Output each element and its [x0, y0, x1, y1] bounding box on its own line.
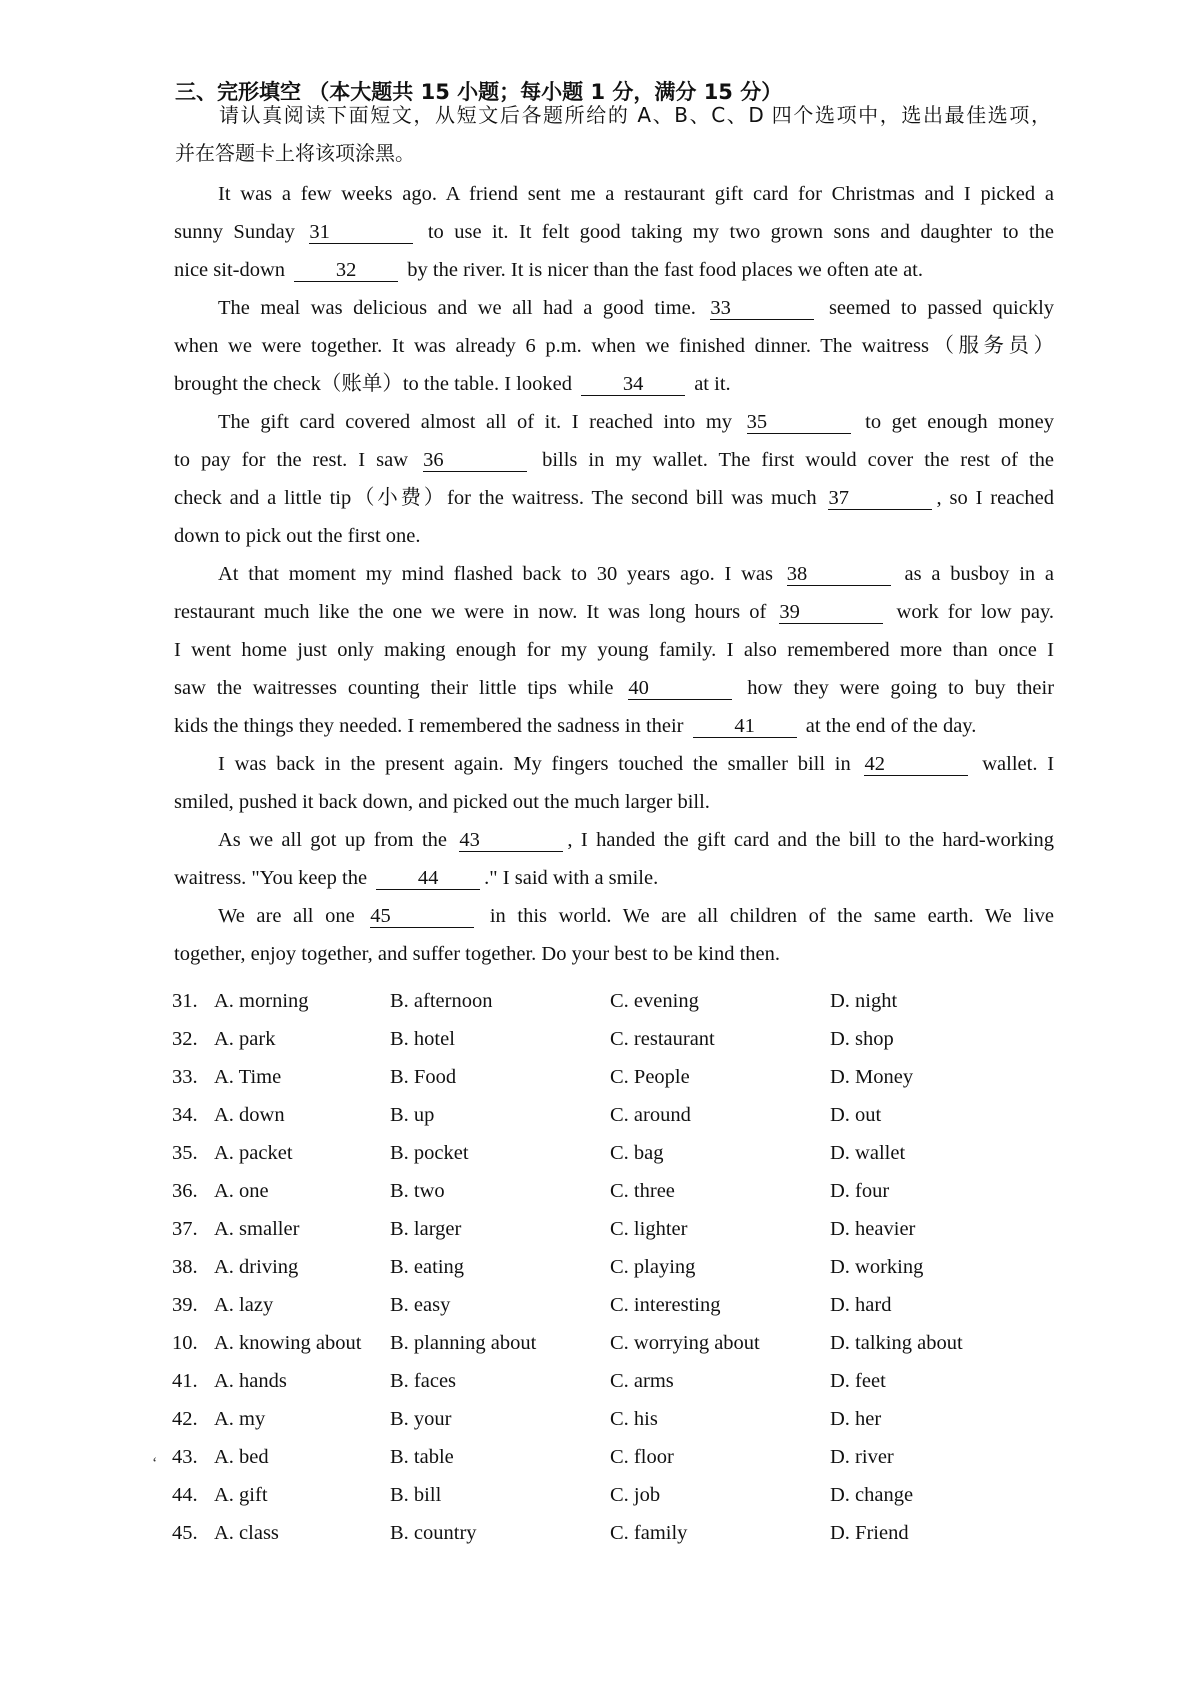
- option-c: C. around: [610, 1104, 691, 1126]
- question-row: [172, 1400, 1072, 1438]
- option-d: D. river: [830, 1446, 894, 1468]
- passage-line: [174, 745, 1054, 783]
- blank-43: 43: [459, 829, 563, 852]
- question-row: [172, 1362, 1072, 1400]
- passage-line: [174, 935, 1054, 973]
- question-number: 34.: [172, 1104, 198, 1126]
- blank-32: 32: [294, 259, 398, 282]
- passage-text: We are all one: [218, 905, 355, 927]
- passage-text: nice sit-down: [174, 259, 286, 281]
- question-number: 41.: [172, 1370, 198, 1392]
- passage-text: work for low pay.: [896, 601, 1055, 623]
- passage-line: [174, 859, 1054, 897]
- option-c: C. job: [610, 1484, 661, 1506]
- passage-line: [174, 593, 1054, 631]
- passage-line: [174, 517, 1054, 555]
- passage-line: [174, 783, 1054, 821]
- option-d: D. Friend: [830, 1522, 909, 1544]
- question-row: [172, 1058, 1072, 1096]
- passage-text: seemed to passed quickly: [828, 297, 1055, 319]
- passage-text: together, enjoy together, and suffer together. Do your best to be kind then.: [174, 943, 780, 965]
- option-b: B. up: [390, 1104, 435, 1126]
- option-a: A. class: [214, 1522, 279, 1544]
- option-b: B. your: [390, 1408, 452, 1430]
- cloze-passage: [174, 175, 1054, 973]
- option-c: C. floor: [610, 1446, 674, 1468]
- passage-text: It was a few weeks ago. A friend sent me a restaurant gift card for Christmas and I picked a: [218, 183, 1054, 205]
- passage-text: down to pick out the first one.: [174, 525, 421, 547]
- option-d: D. change: [830, 1484, 914, 1506]
- question-row: [172, 1096, 1072, 1134]
- passage-text: to get enough money: [865, 411, 1054, 433]
- option-c: C. People: [610, 1066, 690, 1088]
- blank-44: 44: [376, 867, 480, 890]
- question-number: 38.: [172, 1256, 198, 1278]
- passage-text: smiled, pushed it back down, and picked out the much larger bill.: [174, 791, 710, 813]
- option-d: D. heavier: [830, 1218, 916, 1240]
- option-b: B. faces: [390, 1370, 457, 1392]
- option-c: C. evening: [610, 990, 699, 1012]
- passage-line: [174, 479, 1054, 517]
- option-c: C. bag: [610, 1142, 664, 1164]
- option-a: A. driving: [214, 1256, 299, 1278]
- blank-36: 36: [423, 449, 527, 472]
- question-number: 42.: [172, 1408, 198, 1430]
- passage-text: restaurant much like the one we were in now. It was long hours of: [174, 601, 767, 623]
- passage-text: in this world. We are all children of the same earth. We live: [489, 905, 1055, 927]
- option-b: B. Food: [390, 1066, 457, 1088]
- scan-mark: ‘: [152, 1455, 158, 1472]
- passage-text: As we all got up from the: [218, 829, 448, 851]
- passage-text: wallet. I: [982, 753, 1055, 775]
- option-a: A. smaller: [214, 1218, 300, 1240]
- section-heading: 三、完形填空 （本大题共 15 小题；每小题 1 分，满分 15 分）: [175, 80, 783, 104]
- option-a: A. knowing about: [214, 1332, 362, 1354]
- question-row: [172, 1324, 1072, 1362]
- question-number: 44.: [172, 1484, 198, 1506]
- option-d: D. Money: [830, 1066, 914, 1088]
- option-d: D. night: [830, 990, 898, 1012]
- option-d: D. talking about: [830, 1332, 963, 1354]
- question-row: [172, 982, 1072, 1020]
- passage-text: bills in my wallet. The first would cover the rest of the: [542, 449, 1055, 471]
- question-number: 39.: [172, 1294, 198, 1316]
- passage-line: [174, 555, 1054, 593]
- passage-line: [174, 365, 1054, 403]
- option-b: B. bill: [390, 1484, 442, 1506]
- question-row: [172, 1172, 1072, 1210]
- question-row: [172, 1210, 1072, 1248]
- option-c: C. playing: [610, 1256, 696, 1278]
- option-a: A. packet: [214, 1142, 293, 1164]
- blank-40: 40: [628, 677, 732, 700]
- option-c: C. arms: [610, 1370, 674, 1392]
- option-c: C. his: [610, 1408, 658, 1430]
- passage-text: to pay for the rest. I saw: [174, 449, 409, 471]
- option-b: B. two: [390, 1180, 445, 1202]
- blank-33: 33: [710, 297, 814, 320]
- blank-35: 35: [747, 411, 851, 434]
- option-b: B. afternoon: [390, 990, 493, 1012]
- passage-text: by the river. It is nicer than the fast food places we often ate at.: [407, 259, 924, 281]
- option-a: A. my: [214, 1408, 266, 1430]
- passage-line: [174, 327, 1054, 365]
- passage-line: [174, 175, 1054, 213]
- option-a: A. park: [214, 1028, 276, 1050]
- blank-37: 37: [828, 487, 932, 510]
- answer-options: [172, 982, 1072, 1552]
- question-row: [172, 1286, 1072, 1324]
- option-a: A. Time: [214, 1066, 282, 1088]
- option-d: D. her: [830, 1408, 882, 1430]
- question-number: 37.: [172, 1218, 198, 1240]
- passage-text: when we were together. It was already 6 p.m. when we finished dinner. The waitress（服务员）: [174, 335, 1054, 357]
- option-c: C. interesting: [610, 1294, 721, 1316]
- passage-line: [174, 441, 1054, 479]
- passage-text: The gift card covered almost all of it. I reached into my: [218, 411, 733, 433]
- blank-45: 45: [370, 905, 474, 928]
- question-number: 33.: [172, 1066, 198, 1088]
- passage-text: kids the things they needed. I remembered the sadness in their: [174, 715, 684, 737]
- option-d: D. hard: [830, 1294, 892, 1316]
- blank-31: 31: [309, 221, 413, 244]
- option-b: B. eating: [390, 1256, 465, 1278]
- question-row: [172, 1134, 1072, 1172]
- instructions-line-1: 请认真阅读下面短文，从短文后各题所给的 A、B、C、D 四个选项中，选出最佳选项，: [219, 103, 1051, 127]
- option-b: B. larger: [390, 1218, 462, 1240]
- option-a: A. lazy: [214, 1294, 274, 1316]
- option-c: C. lighter: [610, 1218, 688, 1240]
- passage-text: at the end of the day.: [805, 715, 977, 737]
- passage-text: I went home just only making enough for my young family. I also remembered more than once I: [174, 639, 1054, 661]
- option-d: D. working: [830, 1256, 924, 1278]
- passage-text: saw the waitresses counting their little tips while: [174, 677, 614, 699]
- option-c: C. restaurant: [610, 1028, 715, 1050]
- passage-line: [174, 403, 1054, 441]
- question-number: 10.: [172, 1332, 198, 1354]
- passage-text: waitress. "You keep the: [174, 867, 368, 889]
- passage-line: [174, 821, 1054, 859]
- passage-line: [174, 707, 1054, 745]
- option-d: D. four: [830, 1180, 890, 1202]
- question-number: 31.: [172, 990, 198, 1012]
- option-a: A. one: [214, 1180, 269, 1202]
- passage-text: at it.: [694, 373, 731, 395]
- option-a: A. hands: [214, 1370, 287, 1392]
- passage-line: [174, 669, 1054, 707]
- option-b: B. hotel: [390, 1028, 455, 1050]
- blank-42: 42: [864, 753, 968, 776]
- passage-text: brought the check（账单）to the table. I looked: [174, 373, 572, 395]
- passage-line: [174, 289, 1054, 327]
- option-b: B. easy: [390, 1294, 451, 1316]
- option-c: C. family: [610, 1522, 688, 1544]
- question-number: 36.: [172, 1180, 198, 1202]
- option-c: C. worrying about: [610, 1332, 760, 1354]
- option-b: B. country: [390, 1522, 477, 1544]
- question-row: [172, 1476, 1072, 1514]
- option-a: A. morning: [214, 990, 309, 1012]
- passage-line: [174, 251, 1054, 289]
- passage-line: [174, 631, 1054, 669]
- passage-text: sunny Sunday: [174, 221, 295, 243]
- passage-text: I was back in the present again. My fingers touched the smaller bill in: [218, 753, 851, 775]
- question-number: 32.: [172, 1028, 198, 1050]
- blank-39: 39: [779, 601, 883, 624]
- passage-text: how they were going to buy their: [747, 677, 1055, 699]
- option-d: D. out: [830, 1104, 882, 1126]
- passage-text: ." I said with a smile.: [484, 867, 659, 889]
- blank-38: 38: [787, 563, 891, 586]
- option-b: B. table: [390, 1446, 454, 1468]
- passage-text: as a busboy in a: [904, 563, 1055, 585]
- blank-34: 34: [581, 373, 685, 396]
- question-row: [172, 1514, 1072, 1552]
- passage-text: The meal was delicious and we all had a good time.: [218, 297, 696, 319]
- passage-text: At that moment my mind flashed back to 30 years ago. I was: [218, 563, 773, 585]
- option-a: A. gift: [214, 1484, 268, 1506]
- question-number: 35.: [172, 1142, 198, 1164]
- question-number: 43.: [172, 1446, 198, 1468]
- option-a: A. down: [214, 1104, 285, 1126]
- instructions-line-2: 并在答题卡上将该项涂黑。: [175, 141, 415, 165]
- option-a: A. bed: [214, 1446, 269, 1468]
- instructions: [175, 96, 1051, 172]
- option-b: B. planning about: [390, 1332, 537, 1354]
- question-row: [172, 1248, 1072, 1286]
- passage-text: to use it. It felt good taking my two grown sons and daughter to the: [427, 221, 1055, 243]
- option-d: D. shop: [830, 1028, 894, 1050]
- question-number: 45.: [172, 1522, 198, 1544]
- passage-text: , I handed the gift card and the bill to the hard-working: [567, 829, 1054, 851]
- question-row: [172, 1438, 1072, 1476]
- passage-line: [174, 897, 1054, 935]
- option-b: B. pocket: [390, 1142, 469, 1164]
- passage-text: , so I reached: [936, 487, 1055, 509]
- passage-line: [174, 213, 1054, 251]
- option-d: D. feet: [830, 1370, 886, 1392]
- blank-41: 41: [693, 715, 797, 738]
- option-c: C. three: [610, 1180, 675, 1202]
- option-d: D. wallet: [830, 1142, 906, 1164]
- question-row: [172, 1020, 1072, 1058]
- passage-text: check and a little tip（小费）for the waitress. The second bill was much: [174, 487, 817, 509]
